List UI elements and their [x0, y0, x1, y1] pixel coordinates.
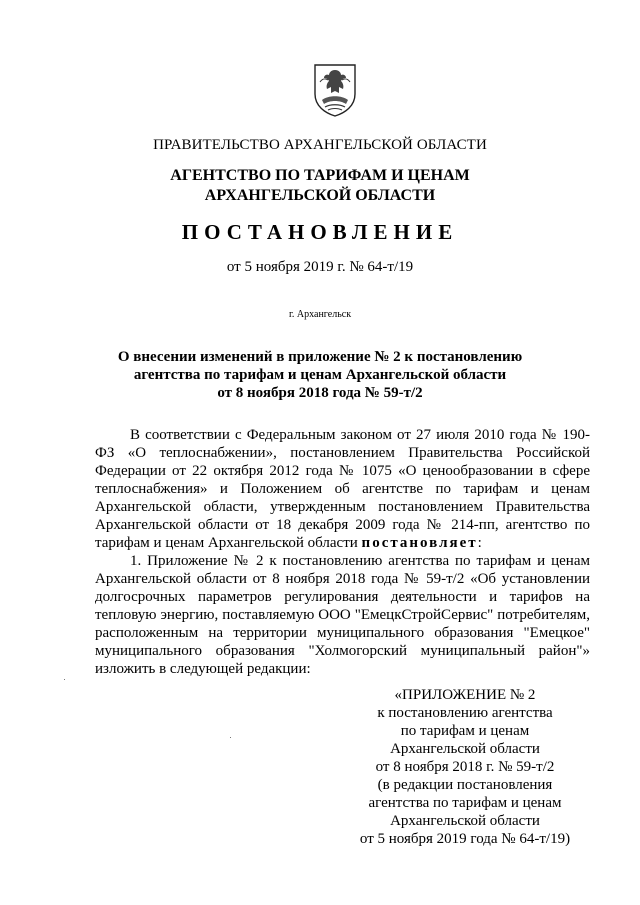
scan-speck — [230, 737, 231, 738]
clause-1-paragraph: 1. Приложение № 2 к постановлению агентства по тарифам и ценам Архангельской области от 8 ноября 2018 года № 59-т/2 «Об установлении долгосрочных параметров регулирования деятельности и тарифов на тепловую энергию, поставляемую ООО "ЕмецкСтройСервис" потребителям, расположенным на территории муниципального образования "Емецкое" муниципального образования "Холмогорский муниципальный район"» изложить в следующей редакции: — [95, 553, 590, 677]
agency-name — [0, 166, 640, 206]
document-type-title: ПОСТАНОВЛЕНИЕ — [181, 220, 459, 244]
agency-name-line1: АГЕНТСТВО ПО ТАРИФАМ И ЦЕНАМ — [170, 167, 470, 184]
government-name: ПРАВИТЕЛЬСТВО АРХАНГЕЛЬСКОЙ ОБЛАСТИ — [153, 137, 487, 153]
subject-line3: от 8 ноября 2018 года № 59-т/2 — [217, 385, 423, 401]
decree-word: постановляет — [361, 535, 478, 551]
document-subject — [0, 348, 640, 402]
document-city: г. Архангельск — [288, 309, 352, 320]
preamble-text: В соответствии с Федеральным законом от 27 июля 2010 года № 190-ФЗ «О теплоснабжении», постановлением Правительства Российской Федерации от 22 октября 2012 года № 1075 «О ценообразовании в сфере теплоснабжения» и Положением об агентстве по тарифам и ценам Архангельской области, утвержденным постановлением Правительства Архангельской области от 18 декабря 2009 года № 214-пп, агентство по тарифам и ценам Архангельской области — [95, 427, 590, 551]
appendix-line: по тарифам и ценам — [400, 723, 530, 739]
coat-of-arms-icon — [312, 62, 358, 118]
agency-name-line2: АРХАНГЕЛЬСКОЙ ОБЛАСТИ — [204, 187, 436, 204]
appendix-line: агентства по тарифам и ценам — [368, 795, 562, 811]
scan-speck — [64, 679, 65, 680]
document-body — [95, 426, 590, 678]
appendix-line: Архангельской области — [390, 741, 540, 757]
preamble-paragraph — [95, 426, 590, 552]
appendix-heading — [340, 686, 590, 848]
appendix-line: Архангельской области — [390, 813, 540, 829]
subject-line2: агентства по тарифам и ценам Архангельской области — [133, 367, 507, 383]
decree-colon: : — [477, 535, 482, 551]
document-date-number: от 5 ноября 2019 г. № 64-т/19 — [226, 259, 414, 275]
appendix-line: от 5 ноября 2019 года № 64-т/19) — [359, 831, 571, 847]
appendix-line: «ПРИЛОЖЕНИЕ № 2 — [394, 687, 536, 703]
appendix-line: от 8 ноября 2018 г. № 59-т/2 — [375, 759, 555, 775]
appendix-line: (в редакции постановления — [377, 777, 553, 793]
subject-line1: О внесении изменений в приложение № 2 к постановлению — [117, 349, 523, 365]
appendix-line: к постановлению агентства — [377, 705, 553, 721]
